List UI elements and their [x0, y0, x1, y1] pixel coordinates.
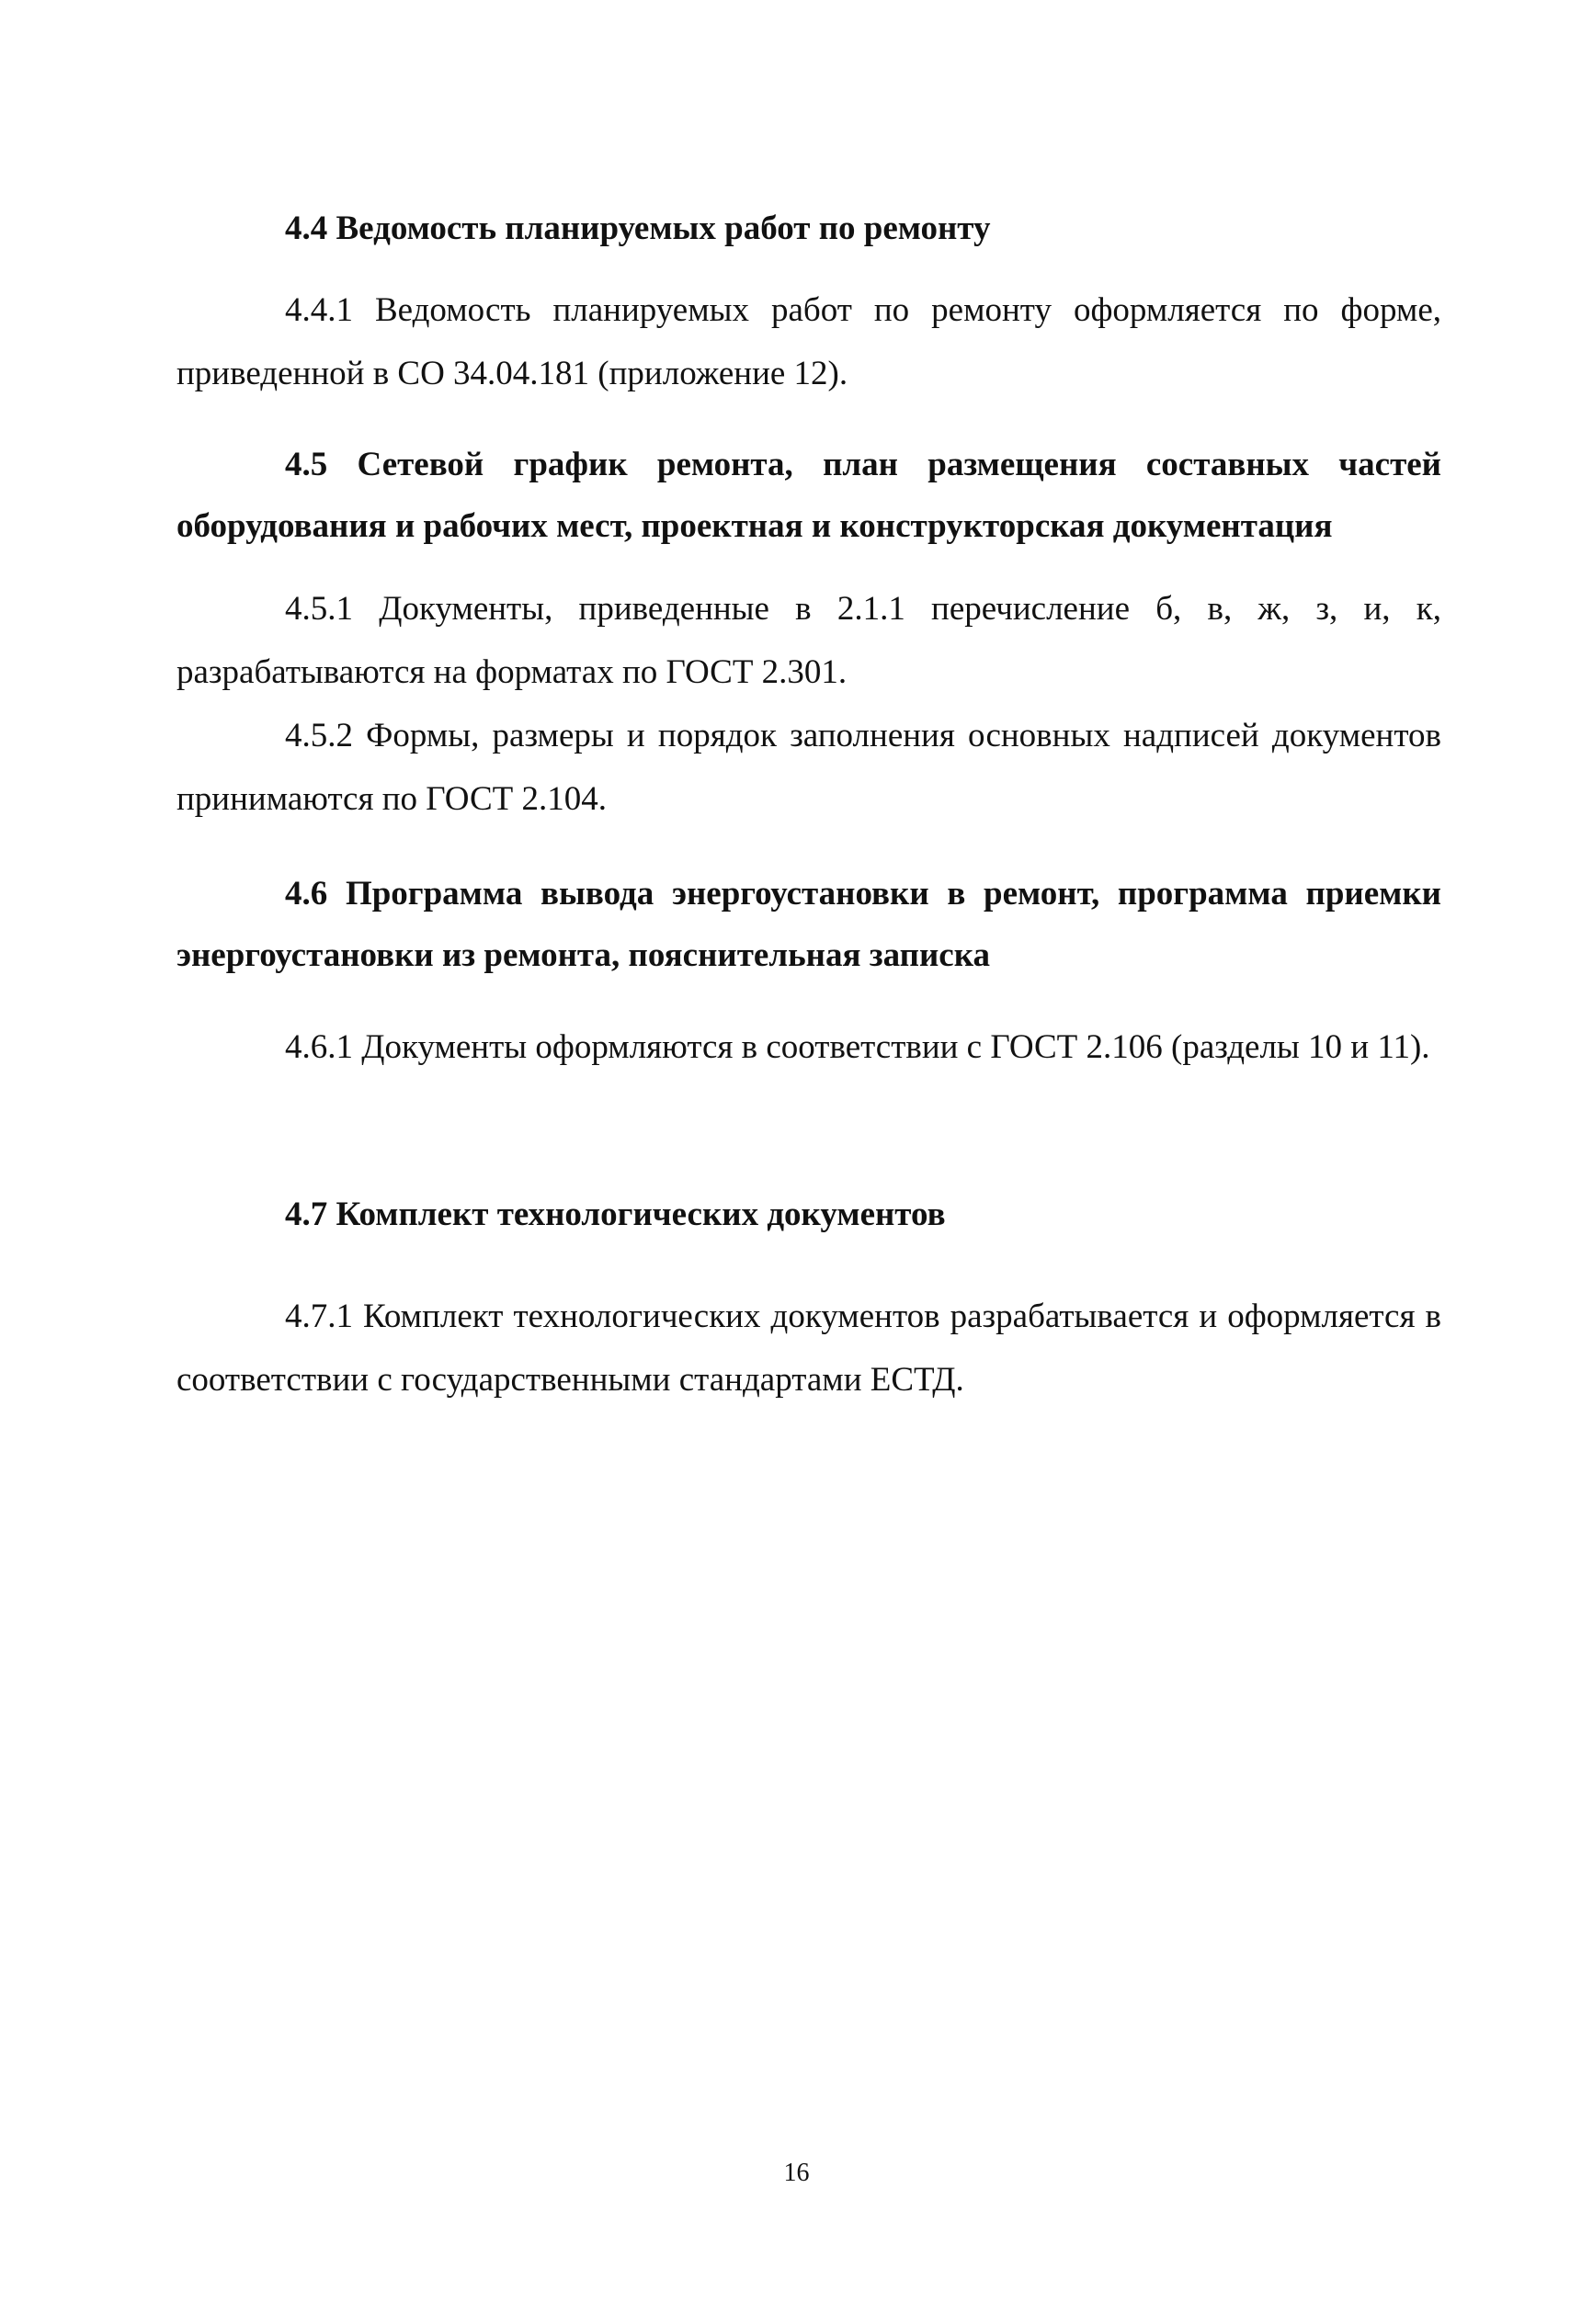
page-number: 16 [783, 2159, 810, 2187]
section-heading: 4.6 Программа вывода энергоустановки в ремонт, программа приемки энергоустановки из ремонта, пояснительная записка [176, 875, 1441, 974]
section-heading: 4.5 Сетевой график ремонта, план размещения составных частей оборудования и рабочих мест, проектная и конструкторская документация [176, 446, 1441, 545]
section-heading: 4.4 Ведомость планируемых работ по ремонту [285, 210, 991, 247]
section-4-5-body [176, 577, 1441, 831]
section-4-7 [176, 1184, 1441, 1245]
section-4-7-body [176, 1285, 1441, 1411]
paragraph: 4.6.1 Документы оформляются в соответствии с ГОСТ 2.106 (разделы 10 и 11). [285, 1028, 1430, 1066]
section-4-4 [176, 198, 1441, 259]
section-4-4-body [176, 278, 1441, 405]
paragraph: 4.7.1 Комплект технологических документов разрабатывается и оформляется в соответствии с государственными стандартами ЕСТД. [176, 1298, 1441, 1399]
section-heading: 4.7 Комплект технологических документов [285, 1196, 946, 1233]
section-4-6 [176, 863, 1441, 986]
section-4-6-body [176, 1015, 1441, 1079]
section-4-5 [176, 434, 1441, 557]
paragraph: 4.5.1 Документы, приведенные в 2.1.1 перечисление б, в, ж, з, и, к, разрабатываются на форматах по ГОСТ 2.301. [176, 590, 1441, 691]
paragraph: 4.5.2 Формы, размеры и порядок заполнения основных надписей документов принимаются по ГОСТ 2.104. [176, 717, 1441, 818]
paragraph: 4.4.1 Ведомость планируемых работ по ремонту оформляется по форме, приведенной в СО 34.04.181 (приложение 12). [176, 291, 1441, 392]
